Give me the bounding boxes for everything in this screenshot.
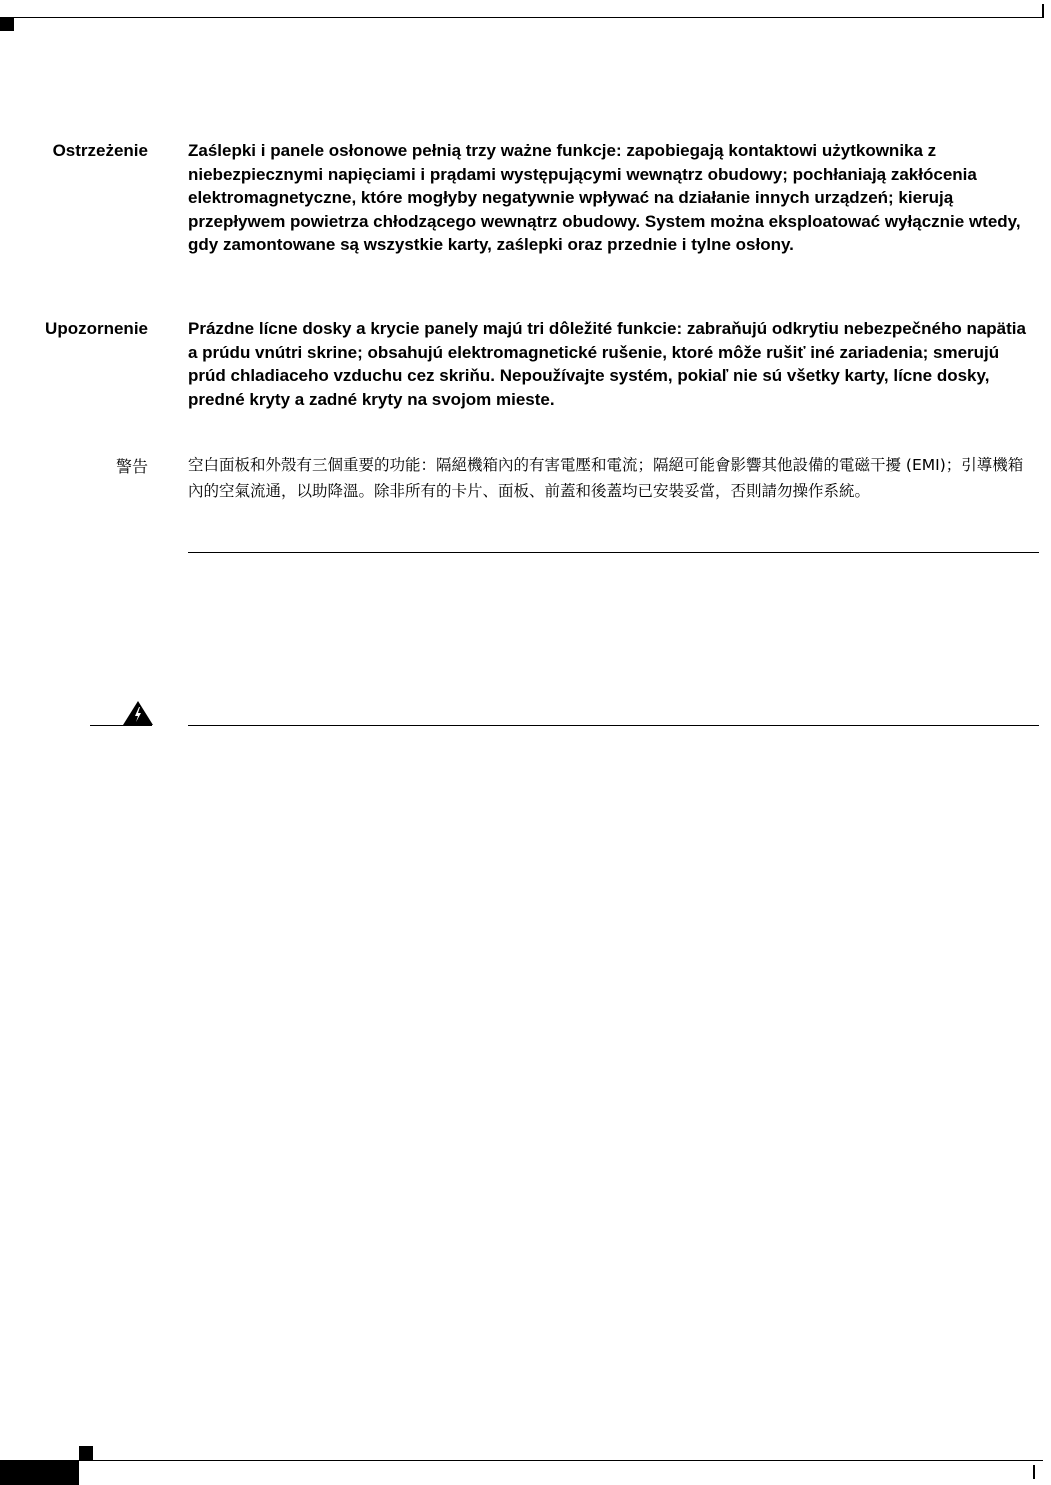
warning-icon [122, 700, 154, 726]
warning-label-slovak: Upozornenie [45, 319, 148, 338]
warning-text-polish: Zaślepki i panele osłonowe pełnią trzy ważne funkcje: zapobiegają kontaktowi użytkownika z niebezpiecznymi napięciami i prądami występującymi wewnątrz obudowy; pochłaniają zakłócenia elektromagnetyczne, które mogłyby negatywnie wpływać na działanie innych urządzeń; kierują przepływem powietrza chłodzącego wewnątrz obudowy. System można eksploatować wyłącznie wtedy, gdy zamontowane są wszystkie karty, zaślepki oraz przednie i tylne osłony. [188, 141, 1021, 254]
warning-text-chinese: 空白面板和外殼有三個重要的功能：隔絕機箱內的有害電壓和電流；隔絕可能會影響其他設備的電磁干擾 (EMI)；引導機箱內的空氣流通，以助降溫。除非所有的卡片、面板、前蓋和後蓋均已安裝妥當，否則請勿操作系統。 [188, 456, 1024, 500]
header-marker [0, 18, 14, 31]
top-crop-mark [1042, 4, 1044, 18]
header-rule [0, 17, 1043, 18]
footer-marker [79, 1446, 93, 1460]
footer-rule [0, 1460, 1043, 1461]
section-divider [188, 552, 1039, 553]
warning-label-chinese: 警告 [115, 457, 148, 476]
bottom-crop-mark [1033, 1465, 1035, 1479]
warning-text-slovak: Prázdne lícne dosky a krycie panely majú tri dôležité funkcie: zabraňujú odkrytiu nebezpečného napätia a prúdu vnútri skrine; obsahujú elektromagnetické rušenie, ktoré môže rušiť iné zariadenia; smerujú prúd chladiaceho vzduchu cez skriňu. Nepoužívajte systém, pokiaľ nie sú všetky karty, lícne dosky, predné kryty a zadné kryty na svojom mieste. [188, 319, 1026, 409]
warning-label-polish: Ostrzeżenie [52, 141, 148, 160]
warning-top-rule [188, 725, 1039, 726]
icon-rule [90, 725, 152, 726]
page-number-block [0, 1461, 79, 1485]
